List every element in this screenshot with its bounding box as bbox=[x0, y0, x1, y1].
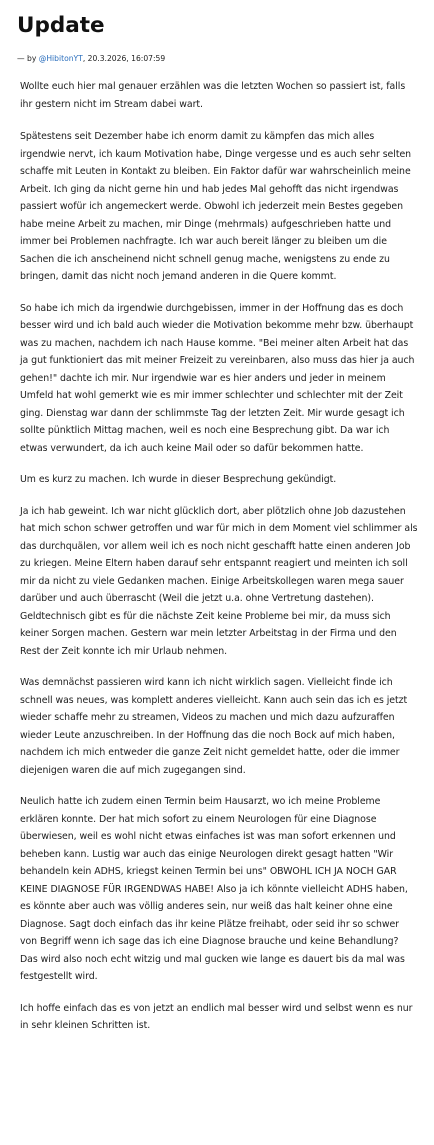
paragraph-7: Neulich hatte ich zudem einen Termin beim Hausarzt, wo ich meine Probleme erklären konnte. Der hat mich sofort zu einem Neurologen für eine Diagnose überwiesen, weil es wohl nicht etwas einfaches ist was man sofort erkennen und beheben kann. Lustig war auch das einige Neurologen direkt gesagt hatten "Wir behandeln kein ADHS, kriegst keinen Termin bei uns" OBWOHL ICH JA NOCH GAR KEINE DIAGNOSE FÜR IRGENDWAS HABE! Also ja ich könnte vielleicht ADHS haben, es könnte aber auch was völlig anderes sein, nur weiß das halt keiner ohne eine Diagnose. Sagt doch einfach das ihr keine Plätze freihabt, oder seid ihr so schwer von Begriff wenn ich sage das ich eine Diagnose brauche und keine Behandlung? Das wird also noch echt witzig und mal gucken wie lange es dauert bis da mal was festgestellt wird. bbox=[20, 796, 408, 982]
author-link[interactable]: @HibitonYT bbox=[38, 54, 83, 63]
paragraph-4: Um es kurz zu machen. Ich wurde in dieser Besprechung gekündigt. bbox=[20, 474, 337, 485]
paragraph-8: Ich hoffe einfach das es von jetzt an endlich mal besser wird und selbst wenn es nur in sehr kleinen Schritten ist. bbox=[20, 1002, 413, 1031]
paragraph-1: Wollte euch hier mal genauer erzählen was die letzten Wochen so passiert ist, falls ihr gestern nicht im Stream dabei wart. bbox=[20, 81, 406, 110]
post-body bbox=[17, 78, 418, 1035]
meta-separator: , bbox=[82, 54, 88, 63]
paragraph-6: Was demnächst passieren wird kann ich nicht wirklich sagen. Vielleicht finde ich schnell was neues, was komplett anderes vielleicht. Kann auch sein das ich es jetzt wieder schaffe mehr zu streamen, Videos zu machen und mich dazu aufzuraffen wieder Leute anzuschreiben. In der Hoffnung das die noch Bock auf mich haben, nachdem ich mich entweder die ganze Zeit nicht gemeldet hatte, oder die immer diejenigen waren die auf mich zugegangen sind. bbox=[20, 677, 408, 776]
paragraph-2: Spätestens seit Dezember habe ich enorm damit zu kämpfen das mich alles irgendwie nervt, ich kaum Motivation habe, Dinge vergesse und es auch sehr selten schaffe mit Leuten in Kontakt zu bleiben. Ein Faktor dafür war wahrscheinlich meine Arbeit. Ich ging da nicht gerne hin und hab jedes Mal gehofft das nicht irgendwas passiert wofür ich angemeckert werde. Obwohl ich jederzeit mein Bestes gegeben habe meine Arbeit zu machen, mir Dinge (mehrmals) aufgeschrieben hatte und immer bei Problemen nachfragte. Ich war auch bereit länger zu bleiben um die Sachen die ich anscheinend nicht schnell genug mache, wenigstens zu ende zu bringen, damit das nicht noch jemand anderen in die Quere kommt. bbox=[20, 131, 412, 282]
meta-prefix: — by bbox=[17, 54, 39, 63]
post-timestamp: 20.3.2026, 16:07:59 bbox=[87, 54, 166, 63]
post-meta bbox=[17, 53, 418, 65]
post-title: Update bbox=[17, 13, 105, 38]
paragraph-3: So habe ich mich da irgendwie durchgebissen, immer in der Hoffnung das es doch besser wird und ich bald auch wieder die Motivation bekomme mehr bzw. überhaupt was zu machen, nachdem ich nach Hause komme. "Bei meiner alten Arbeit hat das ja gut funktioniert das mit meiner Freizeit zu vereinbaren, also muss das hier ja auch gehen!" dachte ich mir. Nur irgendwie war es hier anders und jeder in meinem Umfeld hat wohl gemerkt wie es mir immer schlechter und schlechter mit der Zeit ging. Dienstag war dann der schlimmste Tag der letzten Zeit. Mir wurde gesagt ich sollte pünktlich Mittag machen, weil es noch eine Besprechung gibt. Da war ich etwas verwundert, da ich auch keine Mail oder so dafür bekommen hatte. bbox=[20, 302, 415, 454]
paragraph-5: Ja ich hab geweint. Ich war nicht glücklich dort, aber plötzlich ohne Job dazustehen hat mich schon schwer getroffen und war für mich in dem Moment viel schlimmer als das durchquälen, vor allem weil ich es noch nicht geschafft hatte einen anderen Job zu kriegen. Meine Eltern haben darauf sehr entspannt reagiert und meinten ich soll mir da nicht zu viele Gedanken machen. Einige Arbeitskollegen waren mega sauer darüber und auch überrascht (Weil die jetzt u.a. ohne Vertretung dastehen). Geldtechnisch gibt es für die nächste Zeit keine Probleme bei mir, da muss sich keiner Sorgen machen. Gestern war mein letzter Arbeitstag in der Firma und den Rest der Zeit konnte ich mir Urlaub nehmen. bbox=[20, 505, 418, 657]
